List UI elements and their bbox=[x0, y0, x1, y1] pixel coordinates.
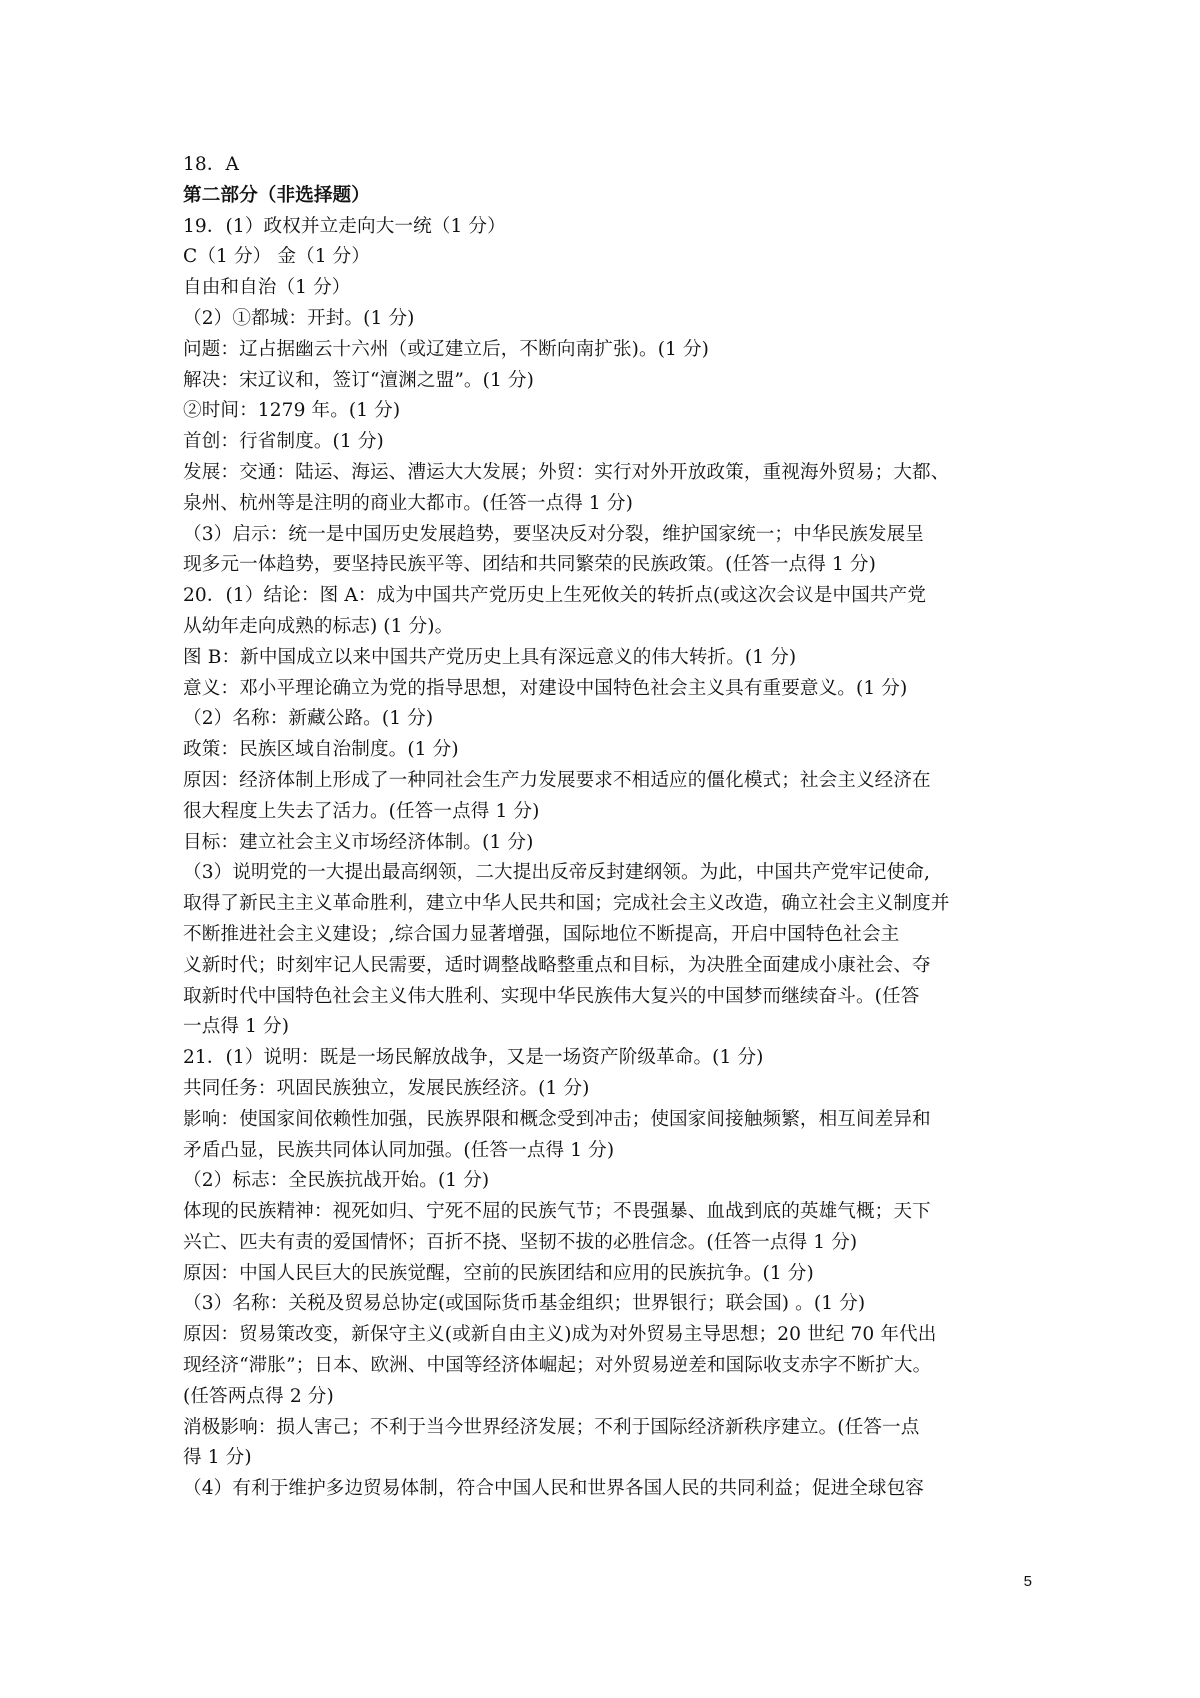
answer-line: 原因：经济体制上形成了一种同社会生产力发展要求不相适应的僵化模式；社会主义经济在 bbox=[183, 769, 931, 791]
answer-line: 自由和自治（1 分） bbox=[183, 277, 351, 299]
page-number: 5 bbox=[1023, 1573, 1032, 1590]
answer-line: 不断推进社会主义建设；,综合国力显著增强，国际地位不断提高，开启中国特色社会主 bbox=[183, 923, 900, 945]
answer-line: 发展：交通：陆运、海运、漕运大大发展；外贸：实行对外开放政策，重视海外贸易；大都、 bbox=[183, 461, 950, 483]
answer-line: 从幼年走向成熟的标志) (1 分)。 bbox=[183, 615, 454, 637]
answer-line: 影响：使国家间依赖性加强，民族界限和概念受到冲击；使国家间接触频繁，相互间差异和 bbox=[183, 1108, 931, 1130]
section-heading: 第二部分（非选择题） bbox=[183, 184, 370, 206]
answer-line: 得 1 分) bbox=[183, 1447, 252, 1469]
answer-line: 消极影响：损人害己；不利于当今世界经济发展；不利于国际经济新秩序建立。(任答一点 bbox=[183, 1416, 920, 1438]
answer-line: 矛盾凸显，民族共同体认同加强。(任答一点得 1 分) bbox=[183, 1139, 615, 1161]
answer-line: 一点得 1 分) bbox=[183, 1016, 290, 1038]
answer-key-body bbox=[183, 150, 1043, 1505]
answer-line: 18．A bbox=[183, 154, 240, 175]
answer-line: （3）说明党的一大提出最高纲领，二大提出反帝反封建纲领。为此，中国共产党牢记使命, bbox=[183, 862, 930, 884]
answer-line: 兴亡、匹夫有责的爱国情怀；百折不挠、坚韧不拔的必胜信念。(任答一点得 1 分) bbox=[183, 1231, 858, 1253]
answer-line: 取得了新民主主义革命胜利，建立中华人民共和国；完成社会主义改造，确立社会主义制度并 bbox=[183, 893, 950, 915]
answer-line: 体现的民族精神：视死如归、宁死不屈的民族气节；不畏强暴、血战到底的英雄气概；天下 bbox=[183, 1201, 931, 1223]
answer-line: 原因：贸易策改变，新保守主义(或新自由主义)成为对外贸易主导思想；20 世纪 70 年代出 bbox=[183, 1324, 937, 1346]
answer-line: 意义：邓小平理论确立为党的指导思想，对建设中国特色社会主义具有重要意义。(1 分) bbox=[183, 677, 908, 699]
answer-line: 很大程度上失去了活力。(任答一点得 1 分) bbox=[183, 800, 540, 822]
answer-line: 目标：建立社会主义市场经济体制。(1 分) bbox=[183, 831, 534, 853]
answer-line: 义新时代；时刻牢记人民需要，适时调整战略整重点和目标，为决胜全面建成小康社会、夺 bbox=[183, 954, 931, 976]
answer-line: 图 B：新中国成立以来中国共产党历史上具有深远意义的伟大转折。(1 分) bbox=[183, 646, 797, 668]
answer-line: 泉州、杭州等是注明的商业大都市。(任答一点得 1 分) bbox=[183, 492, 633, 514]
answer-line: ②时间：1279 年。(1 分) bbox=[183, 400, 401, 422]
answer-line: C（1 分） 金（1 分） bbox=[183, 246, 371, 268]
answer-line: （3）名称：关税及贸易总协定(或国际货币基金组织；世界银行；联会国) 。(1 分) bbox=[183, 1293, 866, 1315]
answer-line: （2）①都城：开封。(1 分) bbox=[183, 307, 415, 329]
answer-line: 20．(1）结论：图 A：成为中国共产党历史上生死攸关的转折点(或这次会议是中国共产党 bbox=[183, 585, 927, 607]
answer-line: 19．(1）政权并立走向大一统（1 分） bbox=[183, 215, 506, 237]
answer-line: 政策：民族区域自治制度。(1 分) bbox=[183, 739, 459, 761]
answer-line: 21．(1）说明：既是一场民解放战争，又是一场资产阶级革命。(1 分) bbox=[183, 1047, 764, 1069]
answer-line: (任答两点得 2 分) bbox=[183, 1385, 334, 1407]
answer-line: 取新时代中国特色社会主义伟大胜利、实现中华民族伟大复兴的中国梦而继续奋斗。(任答 bbox=[183, 985, 920, 1007]
answer-line: 原因：中国人民巨大的民族觉醒，空前的民族团结和应用的民族抗争。(1 分) bbox=[183, 1262, 814, 1284]
answer-line: （2）标志：全民族抗战开始。(1 分) bbox=[183, 1170, 490, 1192]
answer-line: （3）启示：统一是中国历史发展趋势，要坚决反对分裂，维护国家统一；中华民族发展呈 bbox=[183, 523, 924, 545]
answer-line: 现经济“滞胀”；日本、欧洲、中国等经济体崛起；对外贸易逆差和国际收支赤字不断扩大。 bbox=[183, 1355, 932, 1377]
answer-line: 解决：宋辽议和，签订“澶渊之盟”。(1 分) bbox=[183, 369, 534, 391]
answer-line: 共同任务：巩固民族独立，发展民族经济。(1 分) bbox=[183, 1077, 590, 1099]
answer-line: 问题：辽占据幽云十六州（或辽建立后，不断向南扩张)。(1 分) bbox=[183, 338, 710, 360]
answer-line: （2）名称：新藏公路。(1 分) bbox=[183, 708, 434, 730]
answer-line: 现多元一体趋势，要坚持民族平等、团结和共同繁荣的民族政策。(任答一点得 1 分) bbox=[183, 554, 876, 576]
answer-line: 首创：行省制度。(1 分) bbox=[183, 431, 384, 453]
answer-line: （4）有利于维护多边贸易体制，符合中国人民和世界各国人民的共同利益；促进全球包容 bbox=[183, 1478, 924, 1500]
